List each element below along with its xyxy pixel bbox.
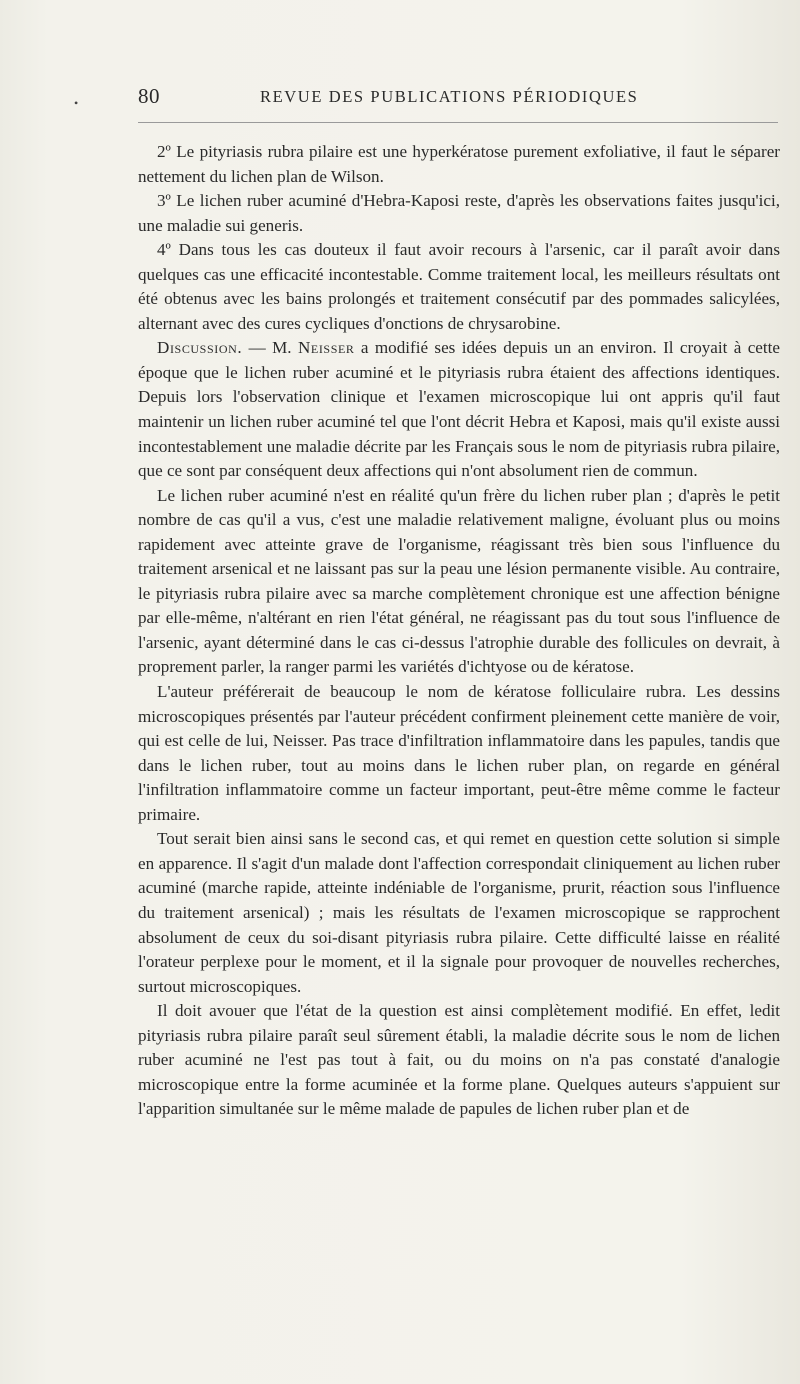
page-number: 80 [138,84,160,108]
discussion-label: Discussion. [157,338,243,358]
article-body [138,140,780,1122]
paragraph-second-case: Tout serait bien ainsi sans le second cas, et qui remet en question cette solution si simple en apparence. Il s'agit d'un malade dont l'affection correspondait cliniquement au lichen ruber acuminé (marche rapide, atteinte indéniable de l'organisme, prurit, réaction sous l'influence du traitement arsenical) ; mais les résultats de l'examen microscopique se rapprochent absolument de ceux du soi-disant pityriasis rubra pilaire. Cette difficulté laisse en réalité l'orateur perplexe pour le moment, et il la signale pour provoquer de nouvelles recherches, surtout microscopiques. [138,829,780,996]
paragraph-point-4: 4º Dans tous les cas douteux il faut avoir recours à l'arsenic, car il paraît avoir dans quelques cas une efficacité incontestable. Comme traitement local, les meilleurs résultats ont été obtenus avec les bains prolongés et traitement consécutif par des pommades salicylées, alternant avec des cures cycliques d'onctions de chrysarobine. [138,240,780,333]
paragraph-lichen-ruber: Le lichen ruber acuminé n'est en réalité qu'un frère du lichen ruber plan ; d'après le petit nombre de cas qu'il a vus, c'est une maladie relativement maligne, évoluant plus ou moins rapidement avec atteinte grave de l'organisme, réagissant très bien sous l'influence du traitement arsenical et ne laissant pas sur la peau une lésion permanente visible. Au contraire, le pityriasis rubra pilaire avec sa marche complètement chronique est une affection bénigne par elle-même, n'altérant en rien l'état général, ne réagissant pas du tout sous l'influence de l'arsenic, ayant déterminé dans le cas ci-dessus l'atrophie durable des follicules on devrait, à proprement parler, la ranger parmi les variétés d'ichtyose ou de kératose. [138,485,780,677]
paragraph-discussion [138,336,780,483]
running-title: REVUE DES PUBLICATIONS PÉRIODIQUES [260,87,639,106]
margin-bullet: • [74,96,79,110]
discussion-text: a modifié ses idées depuis un an environ. Il croyait à cette époque que le lichen ruber acuminé et le pityriasis rubra étaient des affections identiques. Depuis lors l'observation clinique et l'examen microscopique lui ont appris qu'il faut maintenir un lichen ruber acuminé tel que l'ont décrit Hebra et Kaposi, mais qu'il existe aussi incontestablement une maladie décrite par les Français sous le nom de pityriasis rubra pilaire, que ce sont par conséquent deux affections qui n'ont absolument rien de commun. [138,338,780,481]
discussion-separator: — M. [242,338,298,358]
page-header [138,84,778,114]
paragraph-conclusion: Il doit avouer que l'état de la question est ainsi complètement modifié. En effet, ledit pityriasis rubra pilaire paraît seul sûrement établi, la maladie décrite sous le nom de lichen ruber acuminé ne l'est pas tout à fait, ou du moins on n'a pas constaté d'analogie microscopique entre la forme acuminée et la forme plane. Quelques auteurs s'appuient sur l'apparition simultanée sur le même malade de papules de lichen ruber plan et de [138,1001,780,1119]
header-rule [138,122,778,123]
paragraph-point-3: 3º Le lichen ruber acuminé d'Hebra-Kaposi reste, d'après les observations faites jusqu'ici, une maladie sui generis. [138,191,780,235]
speaker-name: Neisser [297,338,355,358]
paragraph-keratose: L'auteur préférerait de beaucoup le nom de kératose folliculaire rubra. Les dessins microscopiques présentés par l'auteur précédent confirment pleinement cette manière de voir, qui est celle de lui, Neisser. Pas trace d'infiltration inflammatoire dans les papules, tandis que dans le lichen ruber, tout au moins dans le lichen ruber plan, on regarde en général l'infiltration inflammatoire comme un facteur important, peut-être même comme le facteur primaire. [138,682,780,824]
paragraph-point-2: 2º Le pityriasis rubra pilaire est une hyperkératose purement exfoliative, il faut le séparer nettement du lichen plan de Wilson. [138,142,780,186]
